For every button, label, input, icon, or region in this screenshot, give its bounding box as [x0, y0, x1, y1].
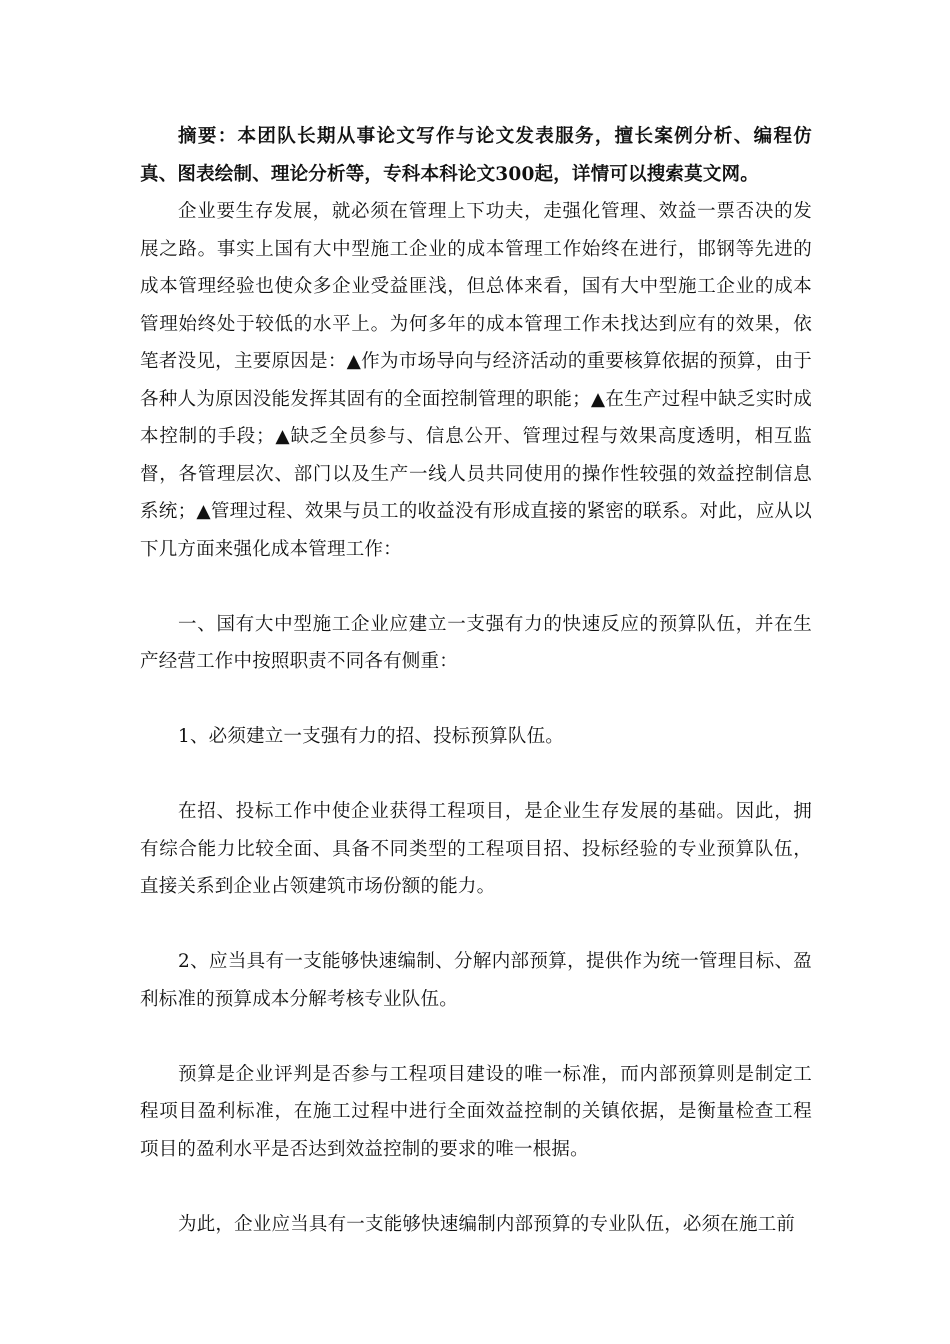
document-page: [140, 118, 812, 1243]
section-heading-1: 一、国有大中型施工企业应建立一支强有力的快速反应的预算队伍，并在生产经营工作中按照职责不同各有侧重：: [140, 613, 812, 672]
abstract-paragraph: 摘要：本团队长期从事论文写作与论文发表服务，擅长案例分析、编程仿真、图表绘制、理论分析等，专科本科论文300起，详情可以搜索莫文网。: [140, 126, 812, 185]
body-paragraph: 在招、投标工作中使企业获得工程项目，是企业生存发展的基础。因此，拥有综合能力比较全面、具备不同类型的工程项目招、投标经验的专业预算队伍，直接关系到企业占领建筑市场份额的能力。: [140, 801, 812, 897]
body-paragraph: 预算是企业评判是否参与工程项目建设的唯一标准，而内部预算则是制定工程项目盈利标准，在施工过程中进行全面效益控制的关镇依据，是衡量检查工程项目的盈利水平是否达到效益控制的要求的唯一根据。: [140, 1063, 812, 1160]
body-paragraph: 为此，企业应当具有一支能够快速编制内部预算的专业队伍，必须在施工前: [178, 1213, 796, 1235]
subsection-1-heading: 1、必须建立一支强有力的招、投标预算队伍。: [178, 726, 564, 747]
intro-paragraph: 企业要生存发展，就必须在管理上下功夫，走强化管理、效益一票否决的发展之路。事实上国有大中型施工企业的成本管理工作始终在进行，邯钢等先进的成本管理经验也使众多企业受益匪浅，但总体来看，国有大中型施工企业的成本管理始终处于较低的水平上。为何多年的成本管理工作未找达到应有的效果，依笔者没见，主要原因是：▲作为市场导向与经济活动的重要核算依据的预算，由于各种人为原因没能发挥其固有的全面控制管理的职能；▲在生产过程中缺乏实时成本控制的手段；▲缺乏全员参与、信息公开、管理过程与效果高度透明，相互监督，各管理层次、部门以及生产一线人员共同使用的操作性较强的效益控制信息系统；▲管理过程、效果与员工的收益没有形成直接的紧密的联系。对此，应从以下几方面来强化成本管理工作：: [140, 201, 812, 560]
subsection-2-heading: 2、应当具有一支能够快速编制、分解内部预算，提供作为统一管理目标、盈利标准的预算成本分解考核专业队伍。: [140, 951, 812, 1010]
